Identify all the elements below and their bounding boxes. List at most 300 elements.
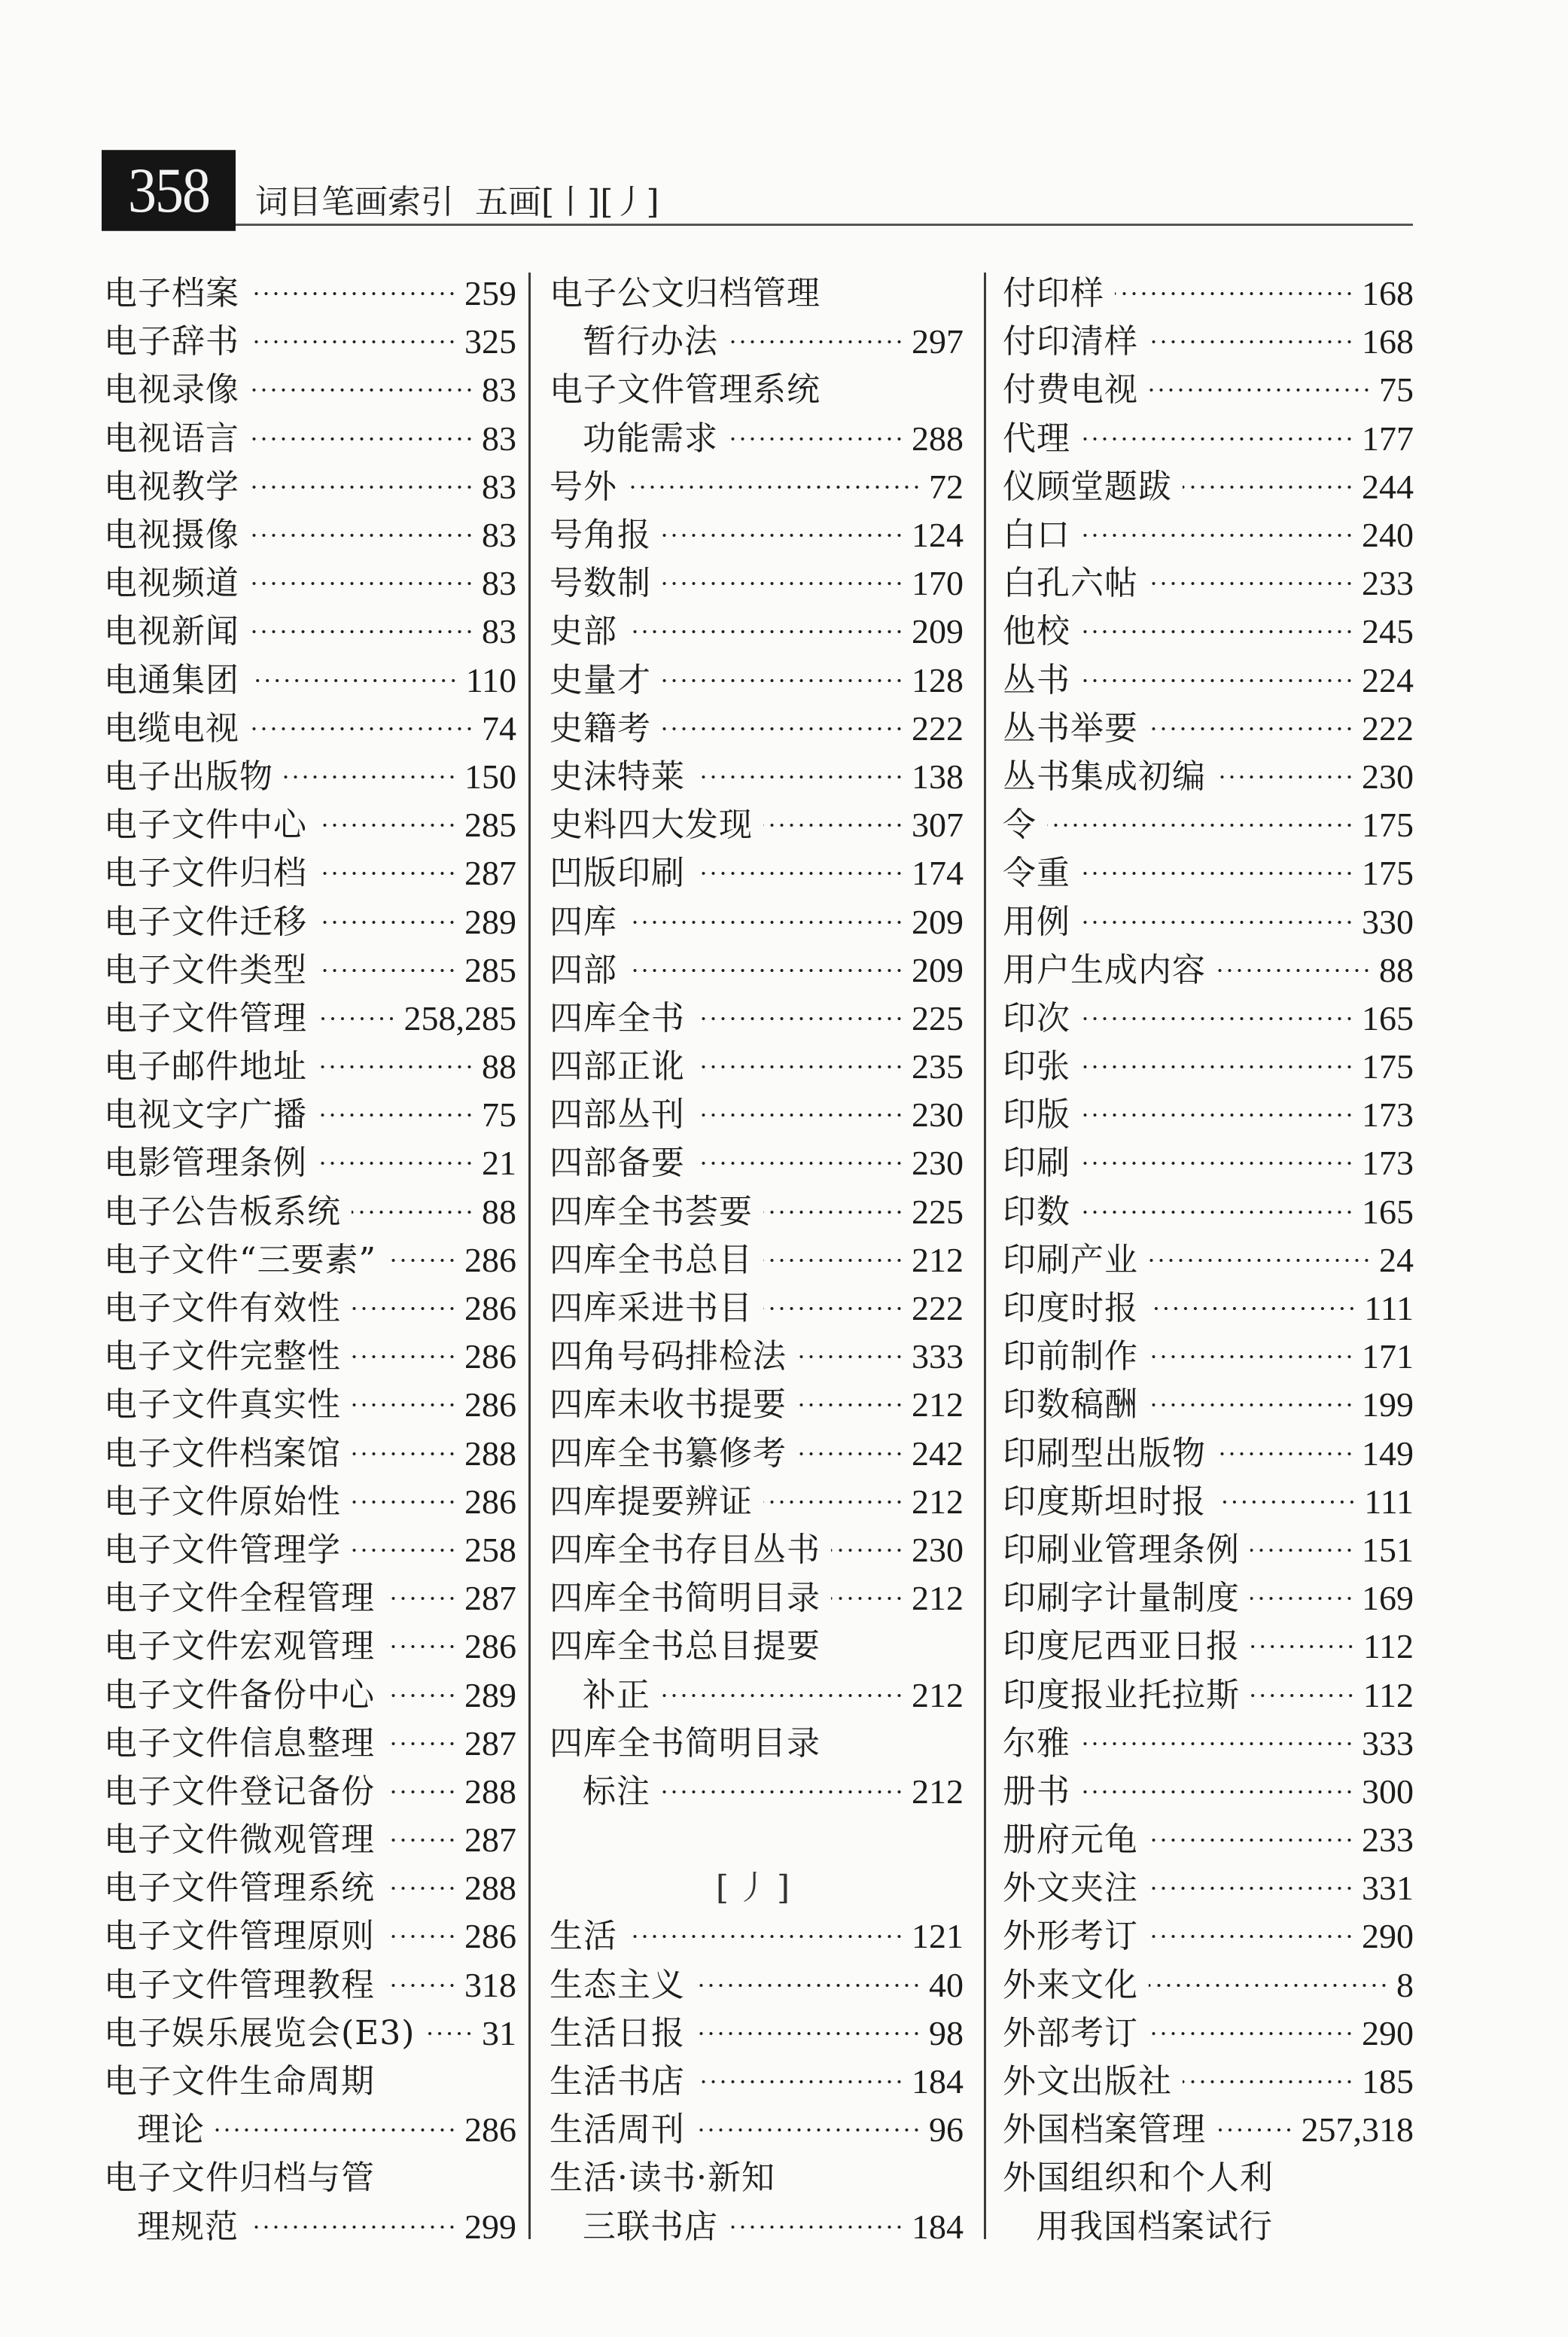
dot-leader <box>1149 340 1354 344</box>
entry-page-number: 83 <box>482 419 516 458</box>
dot-leader <box>1149 581 1354 586</box>
entry-page-number: 83 <box>482 612 516 651</box>
entry-page-number: 184 <box>912 2062 964 2101</box>
entry-term: 电视录像 <box>104 370 239 410</box>
entry-page-number: 245 <box>1362 612 1414 651</box>
index-entry <box>550 1768 964 1816</box>
entry-term: 号角报 <box>550 516 651 555</box>
index-entry <box>104 270 516 318</box>
entry-page-number: 240 <box>1362 516 1414 555</box>
dot-leader <box>318 823 457 827</box>
entry-page-number: 138 <box>912 757 964 796</box>
dot-leader <box>385 1934 457 1939</box>
entry-term: 仪顾堂题跋 <box>1003 467 1172 506</box>
dot-leader <box>1216 968 1372 973</box>
entry-page-number: 184 <box>912 2207 964 2246</box>
entry-term: 白口 <box>1003 516 1070 555</box>
entry-page-number: 83 <box>482 467 516 506</box>
dot-leader <box>318 968 457 973</box>
entry-term: 印度尼西亚日报 <box>1003 1627 1240 1666</box>
index-column-middle <box>550 270 964 2257</box>
entry-page-number: 286 <box>464 1627 516 1666</box>
index-column-left <box>104 270 516 2257</box>
dot-leader <box>763 823 904 827</box>
entry-term: 生态主义 <box>550 1965 685 2004</box>
entry-term: 电子文件归档与管 <box>104 2159 375 2198</box>
dot-leader <box>696 775 904 779</box>
entry-page-number: 72 <box>929 467 964 506</box>
dot-leader <box>250 291 457 296</box>
entry-term: 他校 <box>1003 612 1070 651</box>
entry-page-number: 88 <box>1379 950 1414 989</box>
entry-page-number: 8 <box>1396 1965 1414 2004</box>
dot-leader <box>628 1934 904 1939</box>
dot-leader <box>1081 1161 1354 1165</box>
dot-leader <box>1149 727 1354 731</box>
entry-page-number: 212 <box>912 1579 964 1618</box>
entry-page-number: 290 <box>1362 2013 1414 2052</box>
index-entry <box>550 608 964 656</box>
index-entry <box>1003 1333 1414 1381</box>
entry-term: 电视摄像 <box>104 516 239 555</box>
index-entry <box>550 1236 964 1284</box>
entry-page-number: 230 <box>1362 757 1414 796</box>
dot-leader <box>1216 1500 1356 1504</box>
dot-leader <box>250 437 474 441</box>
entry-page-number: 225 <box>912 998 964 1037</box>
entry-term: 四库 <box>550 902 617 941</box>
index-entry <box>550 270 964 318</box>
entry-page-number: 75 <box>482 1095 516 1135</box>
index-entry <box>104 1139 516 1187</box>
entry-page-number: 150 <box>464 757 516 796</box>
index-entry <box>550 1043 964 1091</box>
entry-page-number: 288 <box>464 1869 516 1908</box>
dot-leader <box>1081 920 1354 925</box>
dot-leader <box>250 485 474 489</box>
index-entry <box>104 1188 516 1236</box>
entry-page-number: 111 <box>1364 1482 1414 1521</box>
index-entry <box>1003 1381 1414 1429</box>
index-entry <box>550 415 964 463</box>
dot-leader <box>1081 1016 1354 1021</box>
dot-leader <box>1149 1886 1354 1891</box>
index-entry <box>1003 318 1414 366</box>
entry-page-number: 244 <box>1362 467 1414 506</box>
index-entry <box>1003 897 1414 946</box>
dot-leader <box>628 920 904 925</box>
entry-page-number: 286 <box>464 1289 516 1328</box>
index-entry <box>550 2009 964 2058</box>
entry-page-number: 212 <box>912 1772 964 1811</box>
entry-page-number: 128 <box>912 660 964 699</box>
entry-page-number: 288 <box>912 419 964 458</box>
entry-term: 印刷字计量制度 <box>1003 1579 1240 1618</box>
entry-term: 四库全书纂修考 <box>550 1434 787 1473</box>
index-entry <box>550 511 964 559</box>
running-title: 词目笔画索引 五画[丨][丿] <box>255 183 659 221</box>
dot-leader <box>1081 629 1354 634</box>
entry-term: 史沫特莱 <box>550 757 685 796</box>
index-entry <box>550 897 964 946</box>
entry-page-number: 173 <box>1362 1095 1414 1135</box>
entry-page-number: 175 <box>1362 1047 1414 1086</box>
entry-page-number: 212 <box>912 1385 964 1424</box>
entry-term: 丛书举要 <box>1003 708 1138 748</box>
entry-term: 四库全书总目 <box>550 1240 753 1279</box>
dot-leader <box>352 1452 457 1456</box>
index-entry <box>550 705 964 753</box>
entry-page-number: 75 <box>1379 370 1414 410</box>
entry-page-number: 288 <box>464 1772 516 1811</box>
entry-page-number: 168 <box>1362 322 1414 361</box>
entry-page-number: 333 <box>912 1337 964 1376</box>
dot-leader <box>250 340 457 344</box>
entry-page-number: 88 <box>482 1192 516 1231</box>
dot-leader <box>215 2128 457 2132</box>
dot-leader <box>1149 2031 1354 2036</box>
dot-leader <box>1047 823 1354 827</box>
entry-term: 印刷业管理条例 <box>1003 1530 1240 1569</box>
index-entry <box>104 657 516 705</box>
dot-leader <box>763 1210 904 1214</box>
dot-leader <box>1149 1838 1354 1842</box>
entry-page-number: 287 <box>464 1723 516 1763</box>
dot-leader <box>1216 775 1354 779</box>
dot-leader <box>1081 533 1354 538</box>
index-entry <box>550 366 964 414</box>
index-entry <box>550 753 964 801</box>
entry-term: 电子文件管理教程 <box>104 1965 375 2004</box>
index-entry <box>550 1188 964 1236</box>
index-entry <box>550 946 964 995</box>
entry-page-number: 98 <box>929 2013 964 2052</box>
entry-term: 印刷 <box>1003 1144 1070 1183</box>
index-entry <box>104 2009 516 2058</box>
entry-page-number: 174 <box>912 854 964 893</box>
index-entry <box>104 1091 516 1139</box>
entry-page-number: 185 <box>1362 2062 1414 2101</box>
index-entry <box>1003 705 1414 753</box>
dot-leader <box>1250 1548 1354 1552</box>
entry-page-number: 212 <box>912 1482 964 1521</box>
index-entry <box>104 366 516 414</box>
entry-term: 印前制作 <box>1003 1337 1138 1376</box>
entry-term: 印刷型出版物 <box>1003 1434 1206 1473</box>
dot-leader <box>250 629 474 634</box>
dot-leader <box>385 1838 457 1842</box>
entry-term: 用我国档案试行 <box>1036 2207 1273 2246</box>
index-entry <box>104 608 516 656</box>
entry-page-number: 21 <box>482 1144 516 1183</box>
entry-term: 电子文件登记备份 <box>104 1772 375 1811</box>
entry-page-number: 331 <box>1362 1869 1414 1908</box>
entry-term: 尔雅 <box>1003 1723 1070 1763</box>
index-entry <box>104 849 516 897</box>
dot-leader <box>352 1210 474 1214</box>
entry-term: 电视文字广播 <box>104 1095 307 1135</box>
entry-page-number: 225 <box>912 1192 964 1231</box>
entry-page-number: 173 <box>1362 1144 1414 1183</box>
entry-term: 生活书店 <box>550 2062 685 2101</box>
entry-page-number: 110 <box>465 660 516 699</box>
index-entry <box>104 1671 516 1719</box>
entry-page-number: 258,285 <box>403 998 516 1037</box>
dot-leader <box>831 1596 904 1601</box>
entry-term: 暂行办法 <box>583 322 718 361</box>
dot-leader <box>249 2225 457 2229</box>
dot-leader <box>1149 1354 1354 1359</box>
index-entry <box>1003 946 1414 995</box>
entry-page-number: 333 <box>1362 1723 1414 1763</box>
page-number: 358 <box>102 150 236 231</box>
index-entry <box>550 1961 964 2009</box>
index-entry <box>550 1912 964 1961</box>
entry-page-number: 330 <box>1362 902 1414 941</box>
entry-page-number: 169 <box>1362 1579 1414 1618</box>
index-entry <box>104 1043 516 1091</box>
entry-term: 电视教学 <box>104 467 239 506</box>
entry-page-number: 83 <box>482 516 516 555</box>
dot-leader <box>385 1596 457 1601</box>
entry-term: 生活周刊 <box>550 2110 685 2150</box>
dot-leader <box>250 727 474 731</box>
dot-leader <box>352 1354 457 1359</box>
entry-term: 四库全书总目提要 <box>550 1627 821 1666</box>
dot-leader <box>1081 1065 1354 1069</box>
index-entry <box>1003 2203 1414 2251</box>
entry-term: 四部丛刊 <box>550 1095 685 1135</box>
entry-page-number: 199 <box>1362 1385 1414 1424</box>
index-entry <box>550 1526 964 1574</box>
entry-term: 电子辞书 <box>104 322 239 361</box>
dot-leader <box>318 1065 474 1069</box>
entry-term: 电视新闻 <box>104 612 239 651</box>
entry-term: 三联书店 <box>583 2207 718 2246</box>
dot-leader <box>385 1741 457 1746</box>
dot-leader <box>1183 485 1354 489</box>
index-entry <box>1003 753 1414 801</box>
entry-page-number: 289 <box>464 902 516 941</box>
entry-page-number: 83 <box>482 564 516 603</box>
dot-leader <box>1149 1403 1354 1407</box>
entry-term: 凹版印刷 <box>550 854 685 893</box>
index-entry <box>104 1478 516 1526</box>
entry-term: 电子出版物 <box>104 757 273 796</box>
dot-leader <box>797 1354 904 1359</box>
entry-term: 外国档案管理 <box>1003 2110 1206 2150</box>
entry-term: 电子文件归档 <box>104 854 307 893</box>
dot-leader <box>385 1644 457 1649</box>
entry-term: 令重 <box>1003 854 1070 893</box>
index-entry <box>1003 1961 1414 2009</box>
index-entry <box>1003 1526 1414 1574</box>
dot-leader <box>1216 2128 1294 2132</box>
entry-page-number: 300 <box>1362 1772 1414 1811</box>
dot-leader <box>425 2031 474 2036</box>
index-entry <box>1003 2106 1414 2154</box>
entry-page-number: 121 <box>912 1917 964 1956</box>
entry-term: 外部考订 <box>1003 2013 1138 2052</box>
entry-page-number: 177 <box>1362 419 1414 458</box>
entry-term: 代理 <box>1003 419 1070 458</box>
dot-leader <box>1149 388 1372 392</box>
entry-term: 印刷产业 <box>1003 1240 1138 1279</box>
entry-term: 电子文件微观管理 <box>104 1821 375 1860</box>
dot-leader <box>696 1016 904 1021</box>
index-entry <box>550 801 964 849</box>
dot-leader <box>763 1258 904 1263</box>
index-entry <box>550 1333 964 1381</box>
entry-page-number: 286 <box>464 1482 516 1521</box>
dot-leader <box>1250 1644 1356 1649</box>
index-entry <box>550 1574 964 1622</box>
dot-leader <box>318 920 457 925</box>
index-entry <box>104 1333 516 1381</box>
entry-term: 四部备要 <box>550 1144 685 1183</box>
spacer <box>550 1816 964 1864</box>
index-entry <box>1003 1768 1414 1816</box>
index-entry <box>104 995 516 1043</box>
entry-term: 册府元龟 <box>1003 1821 1138 1860</box>
entry-page-number: 297 <box>912 322 964 361</box>
entry-page-number: 111 <box>1364 1289 1414 1328</box>
index-entry <box>550 1671 964 1719</box>
dot-leader <box>763 1306 904 1311</box>
index-entry <box>550 2154 964 2202</box>
dot-leader <box>352 1500 457 1504</box>
dot-leader <box>628 968 904 973</box>
index-entry <box>1003 463 1414 511</box>
dot-leader <box>661 1693 904 1698</box>
entry-page-number: 285 <box>464 806 516 845</box>
dot-leader <box>763 1500 904 1504</box>
dot-leader <box>831 1548 904 1552</box>
entry-term: 标注 <box>583 1772 650 1811</box>
entry-page-number: 88 <box>482 1047 516 1086</box>
entry-page-number: 209 <box>912 950 964 989</box>
index-entry <box>1003 1622 1414 1671</box>
index-entry <box>550 1284 964 1333</box>
entry-term: 电子文件全程管理 <box>104 1579 375 1618</box>
index-entry <box>1003 995 1414 1043</box>
entry-page-number: 171 <box>1362 1337 1414 1376</box>
entry-term: 丛书集成初编 <box>1003 757 1206 796</box>
dot-leader <box>1081 1210 1354 1214</box>
dot-leader <box>729 340 904 344</box>
dot-leader <box>628 629 904 634</box>
index-entry <box>1003 608 1414 656</box>
entry-term: 印数稿酬 <box>1003 1385 1138 1424</box>
index-entry <box>104 1912 516 1961</box>
dot-leader <box>696 1113 904 1117</box>
entry-page-number: 175 <box>1362 854 1414 893</box>
entry-term: 理规范 <box>137 2207 239 2246</box>
index-entry <box>104 1864 516 1912</box>
dot-leader <box>1081 1113 1354 1117</box>
entry-term: 四库全书荟要 <box>550 1192 753 1231</box>
column-divider <box>528 273 531 2239</box>
entry-page-number: 230 <box>912 1530 964 1569</box>
dot-leader <box>696 1983 921 1988</box>
index-entry <box>1003 2058 1414 2106</box>
stroke-section-heading: [丿] <box>715 1869 798 1908</box>
entry-term: 四库采进书目 <box>550 1289 753 1328</box>
entry-page-number: 242 <box>912 1434 964 1473</box>
index-entry <box>104 1574 516 1622</box>
entry-term: 生活·读书·新知 <box>550 2159 775 2198</box>
entry-page-number: 165 <box>1362 1192 1414 1231</box>
entry-page-number: 258 <box>464 1530 516 1569</box>
index-entry <box>550 1381 964 1429</box>
dot-leader <box>318 1161 474 1165</box>
dot-leader <box>284 775 457 779</box>
entry-term: 白孔六帖 <box>1003 564 1138 603</box>
dot-leader <box>729 2225 904 2229</box>
index-entry <box>550 1139 964 1187</box>
dot-leader <box>696 2128 921 2132</box>
entry-term: 外形考订 <box>1003 1917 1138 1956</box>
entry-term: 电子档案 <box>104 274 239 313</box>
dot-leader <box>1149 1306 1356 1311</box>
entry-term: 电子文件生命周期 <box>104 2062 375 2101</box>
index-entry <box>550 2203 964 2251</box>
entry-page-number: 285 <box>464 950 516 989</box>
entry-term: 电子文件真实性 <box>104 1385 341 1424</box>
entry-term: 电子文件迁移 <box>104 902 307 941</box>
index-entry <box>104 2058 516 2106</box>
entry-term: 生活日报 <box>550 2013 685 2052</box>
dot-leader <box>1216 1452 1354 1456</box>
entry-page-number: 290 <box>1362 1917 1414 1956</box>
entry-term: 付费电视 <box>1003 370 1138 410</box>
entry-term: 电子文件中心 <box>104 806 307 845</box>
entry-term: 电子文件宏观管理 <box>104 1627 375 1666</box>
entry-page-number: 257,318 <box>1301 2110 1414 2150</box>
index-entry <box>1003 511 1414 559</box>
entry-term: 电子娱乐展览会(E3) <box>104 2013 416 2052</box>
entry-page-number: 222 <box>912 1289 964 1328</box>
index-entry <box>1003 1091 1414 1139</box>
entry-term: 印度报业托拉斯 <box>1003 1675 1240 1714</box>
entry-term: 四部正讹 <box>550 1047 685 1086</box>
index-entry <box>1003 1236 1414 1284</box>
dot-leader <box>1149 1934 1354 1939</box>
entry-term: 外文夹注 <box>1003 1869 1138 1908</box>
entry-term: 印度斯坦时报 <box>1003 1482 1206 1521</box>
index-entry <box>1003 270 1414 318</box>
dot-leader <box>696 2031 921 2036</box>
index-entry <box>104 415 516 463</box>
entry-page-number: 212 <box>912 1240 964 1279</box>
dot-leader <box>250 388 474 392</box>
dot-leader <box>1149 1258 1372 1263</box>
index-entry <box>1003 1864 1414 1912</box>
index-entry <box>104 1236 516 1284</box>
entry-term: 四库全书简明目录 <box>550 1723 821 1763</box>
dot-leader <box>1081 437 1354 441</box>
entry-page-number: 83 <box>482 370 516 410</box>
index-entry <box>1003 1430 1414 1478</box>
index-entry <box>104 1381 516 1429</box>
entry-page-number: 112 <box>1362 1675 1414 1714</box>
dot-leader <box>385 1790 457 1794</box>
dot-leader <box>661 1790 904 1794</box>
index-entry <box>1003 1720 1414 1768</box>
dot-leader <box>797 1403 904 1407</box>
entry-term: 印版 <box>1003 1095 1070 1135</box>
entry-term: 电视语言 <box>104 419 239 458</box>
